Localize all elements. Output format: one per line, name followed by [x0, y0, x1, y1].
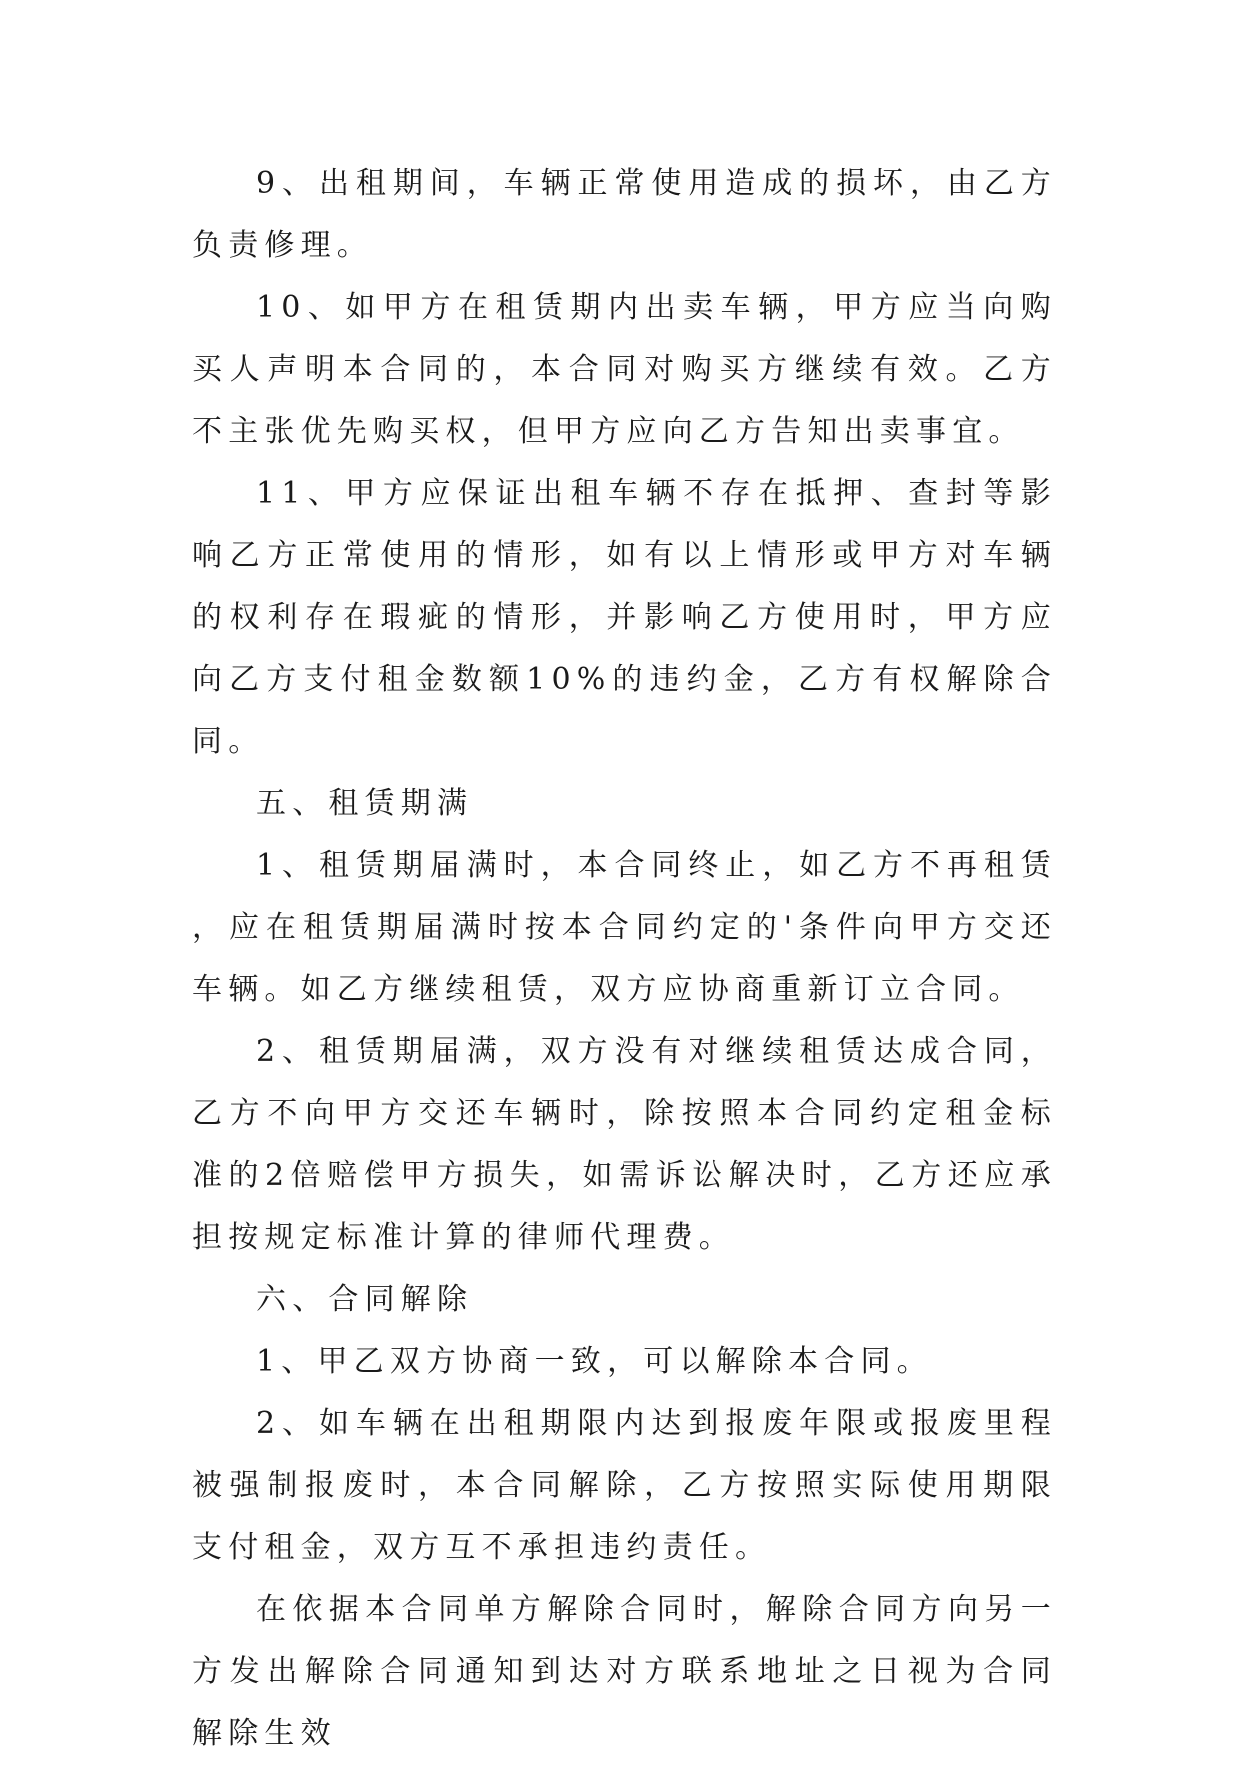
- clause-10: 10、如甲方在租赁期内出卖车辆，甲方应当向购买人声明本合同的，本合同对购买方继续有效。乙方不主张优先购买权，但甲方应向乙方告知出卖事宜。: [192, 290, 1057, 449]
- termination-notice-paragraph: 在依据本合同单方解除合同时，解除合同方向另一方发出解除合同通知到达对方联系地址之日视为合同解除生效: [192, 1592, 1057, 1751]
- expiry-clause-1: 1、租赁期届满时，本合同终止，如乙方不再租赁，应在租赁期届满时按本合同约定的'条件向甲方交还车辆。如乙方继续租赁，双方应协商重新订立合同。: [192, 848, 1057, 1007]
- section-heading-lease-expiry: 五、租赁期满: [256, 786, 474, 821]
- termination-clause-2: 2、如车辆在出租期限内达到报废年限或报废里程被强制报废时，本合同解除，乙方按照实际使用期限支付租金，双方互不承担违约责任。: [192, 1406, 1057, 1565]
- clause-9: 9、出租期间，车辆正常使用造成的损坏，由乙方负责修理。: [192, 166, 1057, 263]
- clause-11: 11、甲方应保证出租车辆不存在抵押、查封等影响乙方正常使用的情形，如有以上情形或甲方对车辆的权利存在瑕疵的情形，并影响乙方使用时，甲方应向乙方支付租金数额10%的违约金，乙方有权解除合同。: [192, 476, 1057, 759]
- section-heading-termination: 六、合同解除: [256, 1282, 474, 1317]
- termination-clause-1: 1、甲乙双方协商一致，可以解除本合同。: [256, 1344, 933, 1379]
- document-body: [192, 153, 1057, 1765]
- expiry-clause-2: 2、租赁期届满，双方没有对继续租赁达成合同，乙方不向甲方交还车辆时，除按照本合同约定租金标准的2倍赔偿甲方损失，如需诉讼解决时，乙方还应承担按规定标准计算的律师代理费。: [192, 1034, 1057, 1255]
